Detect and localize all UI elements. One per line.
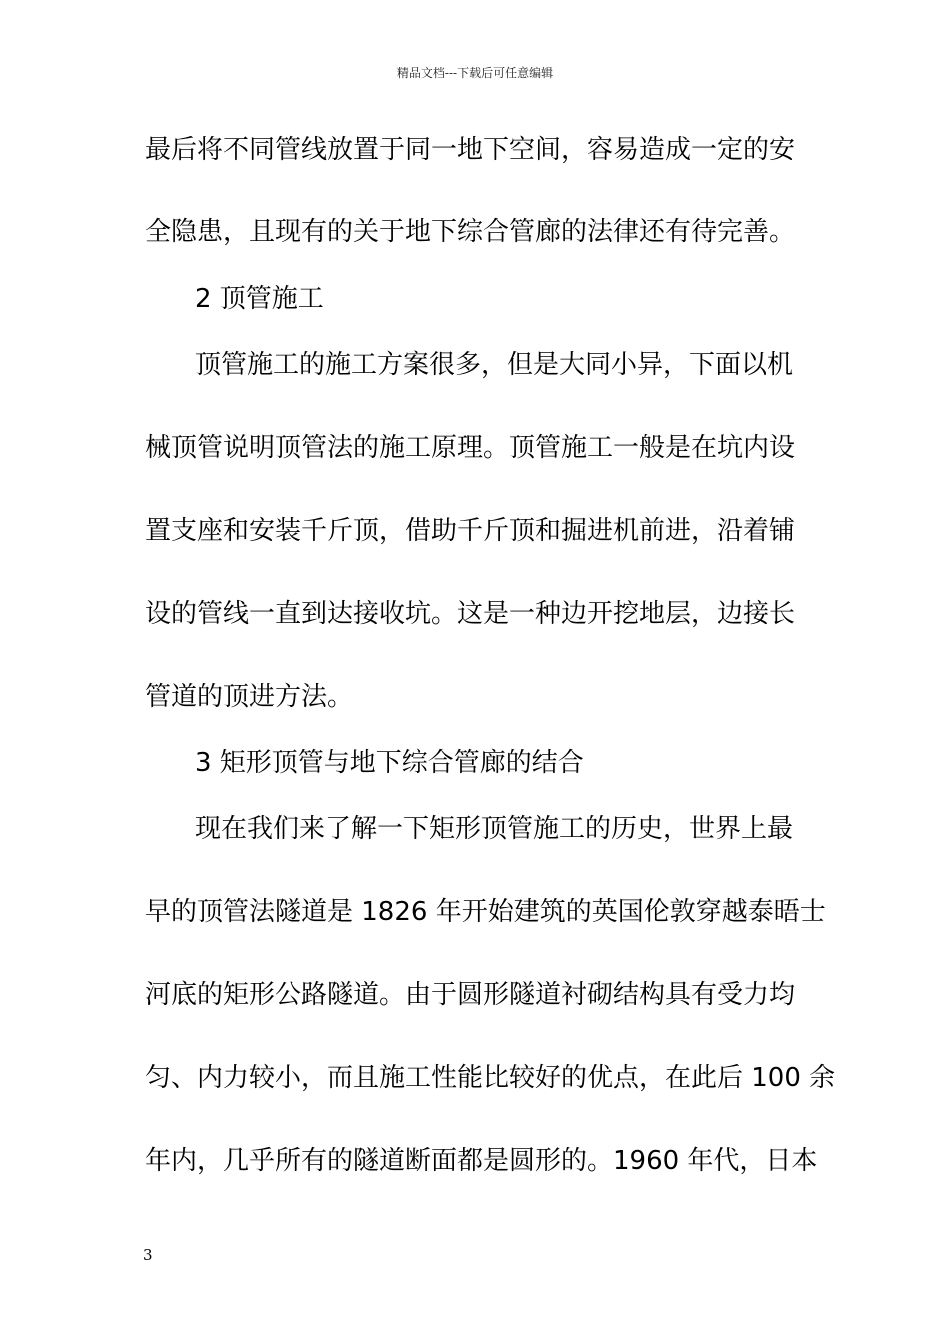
- body-line: 全隐患，且现有的关于地下综合管廊的法律还有待完善。: [145, 217, 796, 247]
- section-heading: 3 矩形顶管与地下综合管廊的结合: [195, 748, 584, 778]
- body-line: 最后将不同管线放置于同一地下空间，容易造成一定的安: [145, 135, 796, 165]
- body-line: 河底的矩形公路隧道。由于圆形隧道衬砌结构具有受力均: [145, 980, 796, 1010]
- page-header: 精品文档---下载后可任意编辑: [396, 66, 554, 80]
- section-heading: 2 顶管施工: [195, 284, 324, 314]
- body-line: 管道的顶进方法。: [145, 682, 354, 712]
- page-number: 3: [143, 1246, 153, 1264]
- body-line: 匀、内力较小，而且施工性能比较好的优点，在此后 100 余: [145, 1063, 836, 1093]
- body-line: 早的顶管法隧道是 1826 年开始建筑的英国伦敦穿越泰晤士: [145, 897, 826, 927]
- body-line: 顶管施工的施工方案很多，但是大同小异，下面以机: [195, 350, 794, 380]
- body-line: 械顶管说明顶管法的施工原理。顶管施工一般是在坑内设: [145, 433, 796, 463]
- body-line: 年内，几乎所有的隧道断面都是圆形的。1960 年代，日本: [145, 1146, 818, 1176]
- body-line: 现在我们来了解一下矩形顶管施工的历史，世界上最: [195, 814, 794, 844]
- body-line: 设的管线一直到达接收坑。这是一种边开挖地层，边接长: [145, 599, 796, 629]
- body-line: 置支座和安装千斤顶，借助千斤顶和掘进机前进，沿着铺: [145, 516, 796, 546]
